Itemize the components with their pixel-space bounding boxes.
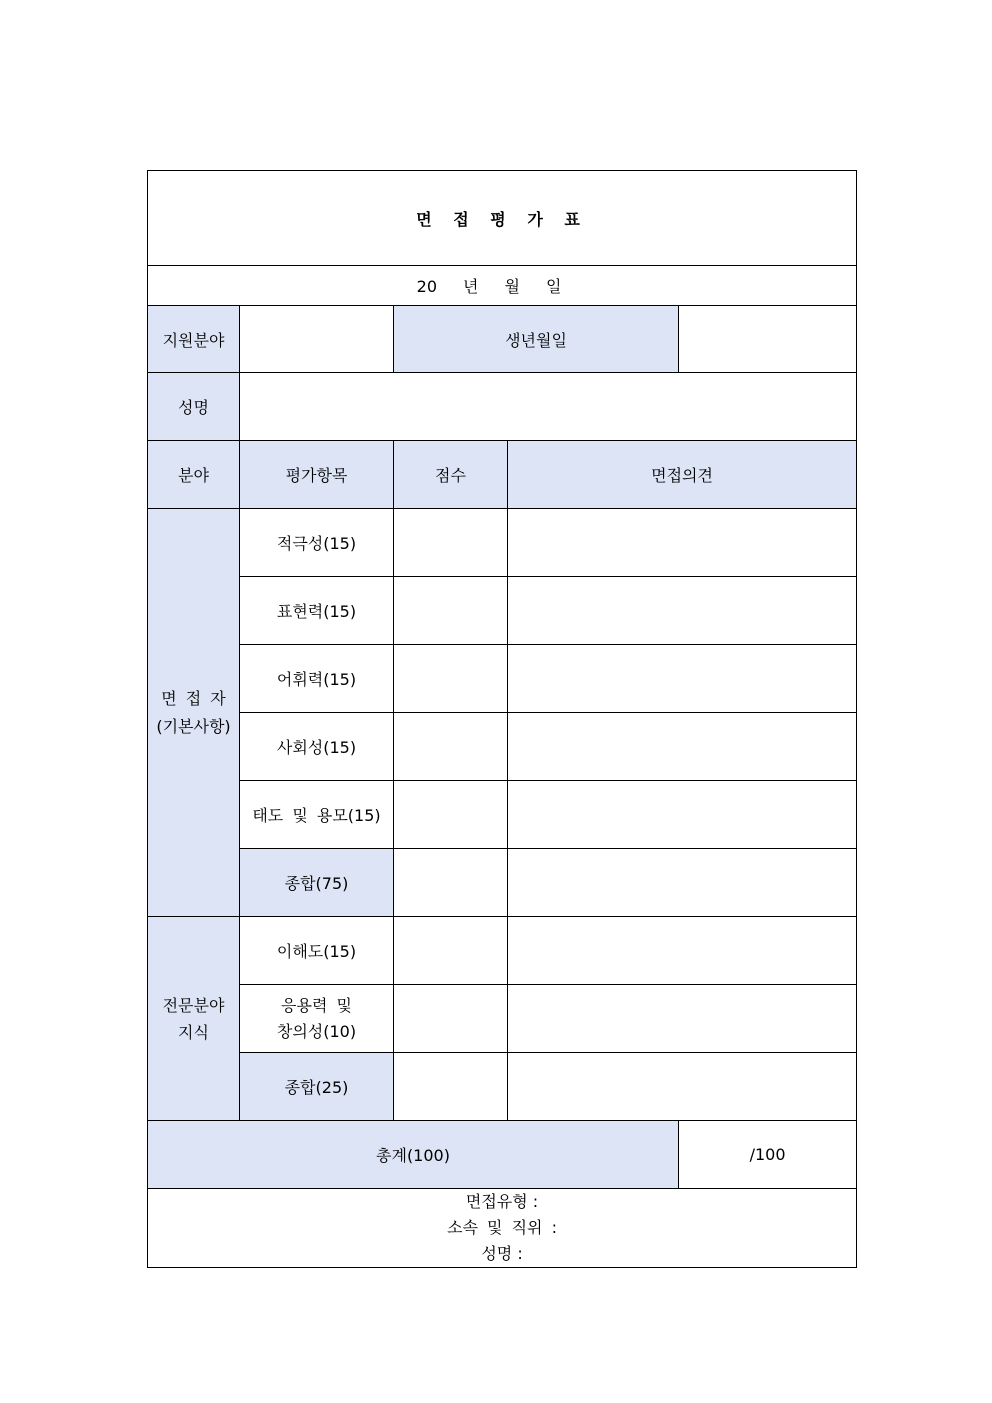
evaluation-form-table [147,170,857,1268]
eval-item: 이해도(15) [240,917,394,985]
eval-item: 적극성(15) [240,509,394,577]
date-year: 20 [416,277,437,296]
total-value[interactable]: /100 [679,1121,857,1189]
opinion-cell[interactable] [508,509,857,577]
opinion-cell[interactable] [508,849,857,917]
eval-item-subtotal: 종합(75) [240,849,394,917]
affiliation-position-field[interactable]: 소속 및 직위 : [447,1218,557,1237]
eval-item: 어휘력(15) [240,645,394,713]
eval-item: 표현력(15) [240,577,394,645]
form-title: 면 접 평 가 표 [148,171,857,266]
date-year-unit: 년 [463,277,479,296]
apply-field-value[interactable] [240,306,394,373]
name-label: 성명 [148,373,240,441]
section2-label: 전문분야 지식 [148,917,240,1121]
interview-type-field[interactable]: 면접유형 : [465,1192,539,1211]
apply-field-label: 지원분야 [148,306,240,373]
eval-item: 태도 및 용모(15) [240,781,394,849]
opinion-cell[interactable] [508,781,857,849]
birth-value[interactable] [679,306,857,373]
opinion-cell[interactable] [508,645,857,713]
date-row [148,266,857,306]
col-header-score: 점수 [394,441,508,509]
score-cell[interactable] [394,577,508,645]
date-day-unit: 일 [545,277,562,296]
date-month-unit: 월 [504,277,520,296]
eval-item: 사회성(15) [240,713,394,781]
score-cell[interactable] [394,781,508,849]
eval-item-subtotal: 종합(25) [240,1053,394,1121]
score-cell[interactable] [394,509,508,577]
col-header-opinion: 면접의견 [508,441,857,509]
opinion-cell[interactable] [508,713,857,781]
score-cell[interactable] [394,645,508,713]
opinion-cell[interactable] [508,577,857,645]
eval-item: 응용력 및 창의성(10) [240,985,394,1053]
birth-label: 생년월일 [394,306,679,373]
name-value[interactable] [240,373,857,441]
score-cell[interactable] [394,713,508,781]
col-header-field: 분야 [148,441,240,509]
section1-label: 면 접 자 (기본사항) [148,509,240,917]
score-cell[interactable] [394,1053,508,1121]
interviewer-info [148,1189,857,1268]
col-header-item: 평가항목 [240,441,394,509]
score-cell[interactable] [394,849,508,917]
score-cell[interactable] [394,985,508,1053]
opinion-cell[interactable] [508,917,857,985]
opinion-cell[interactable] [508,1053,857,1121]
score-cell[interactable] [394,917,508,985]
total-label: 총계(100) [148,1121,679,1189]
interviewer-name-field[interactable]: 성명 : [481,1244,523,1263]
opinion-cell[interactable] [508,985,857,1053]
